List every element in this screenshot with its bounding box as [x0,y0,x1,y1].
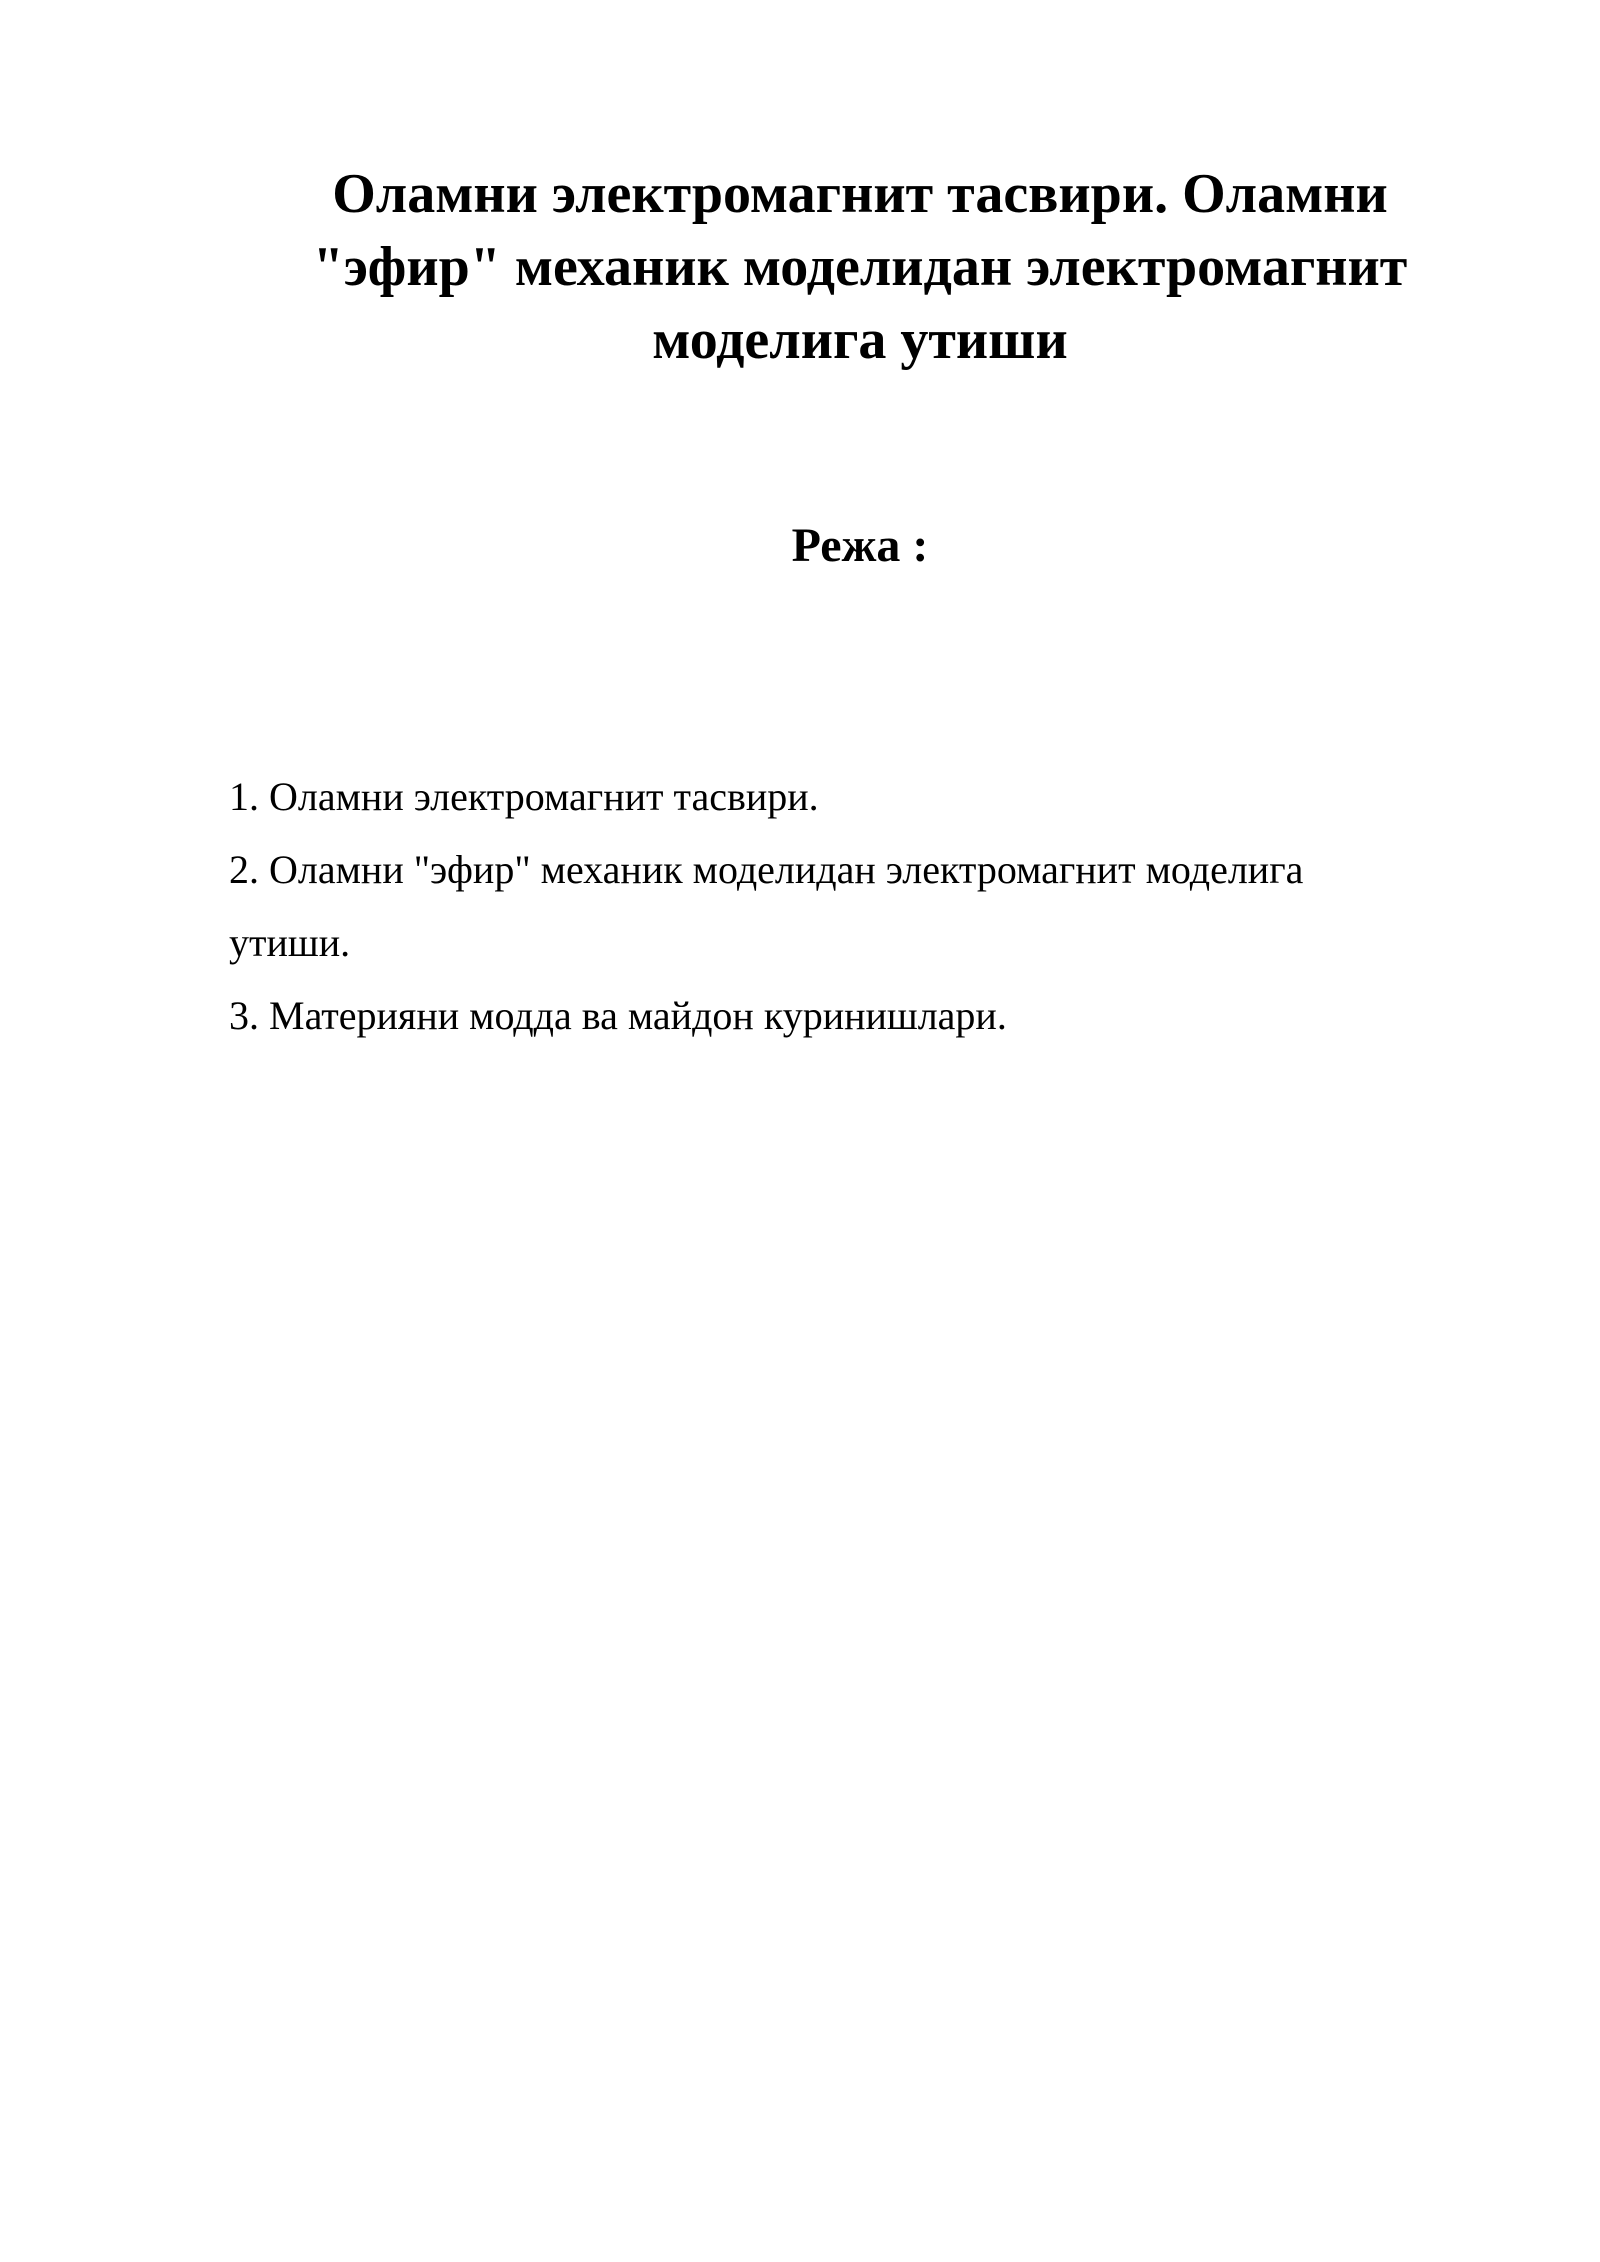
plan-item: 3. Материяни модда ва майдон куринишлари. [229,993,1007,1038]
title-line: моделига утиши [652,309,1068,371]
plan-item-continuation: утиши. [229,920,351,965]
title-line: "эфир" механик моделидан электромагнит [312,236,1408,298]
plan-list [229,760,1429,1052]
title-line: Оламни электромагнит тасвири. Оламни [332,163,1388,225]
plan-item: 1. Оламни электромагнит тасвири. [229,774,819,819]
document-title [230,158,1490,377]
plan-item: 2. Оламни "эфир" механик моделидан электромагнит моделига [229,847,1304,892]
plan-heading: Режа : [791,519,929,572]
